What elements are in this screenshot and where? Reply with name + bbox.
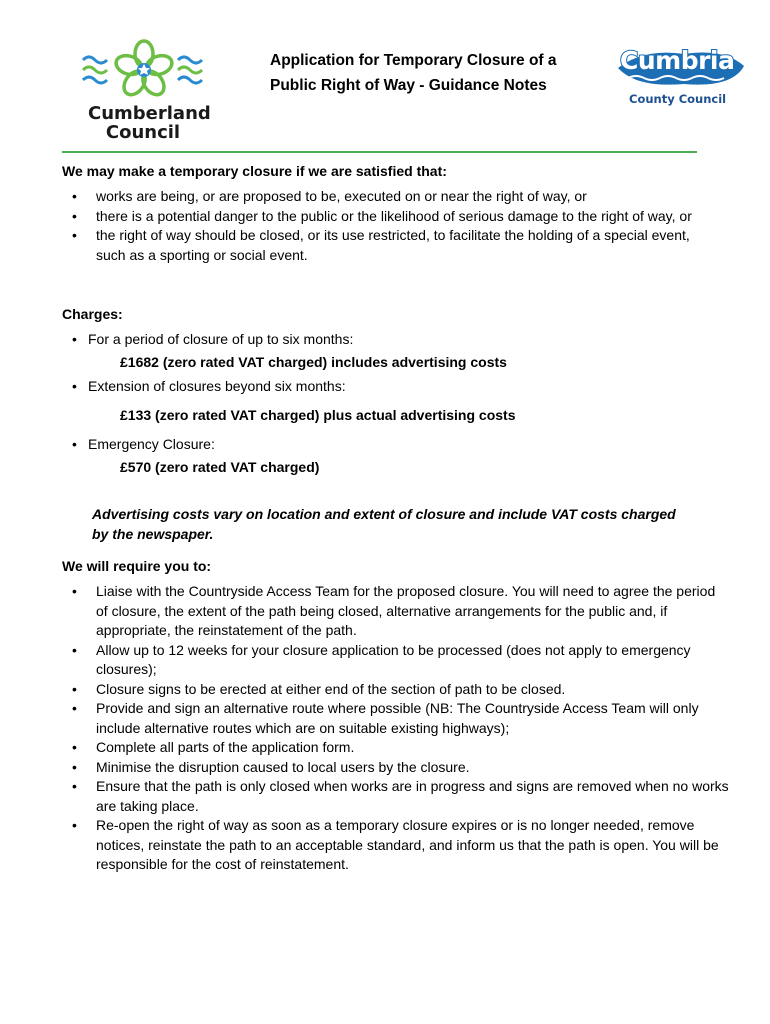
cumbria-county-council-logo	[614, 44, 749, 114]
cumberland-logo-text	[88, 103, 211, 143]
title-line2: Public Right of Way - Guidance Notes	[270, 77, 547, 94]
charge-item: • Extension of closures beyond six months:	[72, 378, 346, 394]
list-item-text: Re-open the right of way as soon as a temporary closure expires or is no longer needed, remove notices, reinstate the path to an acceptable standard, and inform us that the path is open. You will be responsible for the cost of reinstatement.	[96, 817, 719, 872]
requirements-list	[62, 582, 730, 875]
logo-line1: Cumberland	[88, 103, 211, 124]
intro-heading: We may make a temporary closure if we are satisfied that:	[62, 163, 447, 179]
list-item: • the right of way should be closed, or its use restricted, to facilitate the holding of a special event, such as a sporting or social event.	[72, 227, 690, 263]
list-item-text: Liaise with the Countryside Access Team for the proposed closure. You will need to agree the period of closure, the extent of the path being closed, alternative arrangements for the public and, if appropriate, the reinstatement of the path.	[96, 583, 716, 638]
list-item: • Complete all parts of the application form.	[72, 739, 355, 755]
flower-icon	[78, 38, 213, 108]
list-item-text: Provide and sign an alternative route where possible (NB: The Countryside Access Team will only include alternative routes which are on suitable existing highways);	[96, 700, 699, 736]
county-council-text: County Council	[629, 92, 727, 106]
list-item-text: Ensure that the path is only closed when works are in progress and signs are removed when no works are taking place.	[96, 778, 729, 814]
list-item: • Re-open the right of way as soon as a temporary closure expires or is no longer needed, remove notices, reinstate the path to an acceptable standard, and inform us that the path is open. You will be responsible for the cost of reinstatement.	[72, 817, 719, 872]
list-item: • Minimise the disruption caused to local users by the closure.	[72, 758, 470, 775]
requirements-section	[62, 558, 732, 875]
cumberland-council-logo	[78, 38, 213, 148]
charge-item: • For a period of closure of up to six months:	[72, 331, 354, 347]
header-divider	[62, 151, 697, 153]
list-item-text: Minimise the disruption caused to local users by the closure.	[96, 758, 470, 775]
requirements-heading: We will require you to:	[62, 558, 212, 574]
charge-label: For a period of closure of up to six months:	[88, 331, 354, 347]
title-line1: Application for Temporary Closure of a	[270, 52, 557, 69]
list-item-text: Complete all parts of the application form.	[96, 739, 355, 755]
intro-list	[62, 187, 712, 265]
list-item: • Allow up to 12 weeks for your closure application to be processed (does not apply to emergency closures);	[72, 641, 691, 677]
list-item: • works are being, or are proposed to be, executed on or near the right of way, or	[72, 188, 587, 204]
page-title	[270, 48, 610, 98]
list-item: • there is a potential danger to the public or the likelihood of serious damage to the right of way, or	[72, 207, 692, 224]
list-item-text: Closure signs to be erected at either end of the section of path to be closed.	[96, 680, 566, 697]
charge-price: £570 (zero rated VAT charged)	[120, 459, 320, 475]
list-item-text: there is a potential danger to the public or the likelihood of serious damage to the right of way, or	[96, 207, 692, 224]
charges-section	[62, 306, 732, 544]
cumbria-wordmark: Cumbria	[620, 46, 735, 75]
charge-price: £133 (zero rated VAT charged) plus actual advertising costs	[120, 407, 516, 423]
list-item-text: works are being, or are proposed to be, executed on or near the right of way, or	[96, 188, 587, 204]
list-item: • Closure signs to be erected at either end of the section of path to be closed.	[72, 680, 566, 697]
charge-price: £1682 (zero rated VAT charged) includes advertising costs	[120, 354, 507, 370]
list-item: • Liaise with the Countryside Access Team for the proposed closure. You will need to agree the period of closure, the extent of the path being closed, alternative arrangements for the public and, if appropriate, the reinstatement of the path.	[72, 583, 716, 638]
list-item-text: Allow up to 12 weeks for your closure application to be processed (does not apply to emergency closures);	[96, 641, 691, 677]
advertising-note: Advertising costs vary on location and extent of closure and include VAT costs charged by the newspaper.	[92, 506, 676, 542]
charge-item: • Emergency Closure:	[72, 436, 215, 452]
list-item-text: the right of way should be closed, or its use restricted, to facilitate the holding of a special event, such as a sporting or social event.	[96, 227, 690, 263]
charges-heading: Charges:	[62, 306, 123, 322]
charge-label: Extension of closures beyond six months:	[88, 378, 346, 394]
charge-label: Emergency Closure:	[88, 436, 215, 452]
list-item: • Ensure that the path is only closed when works are in progress and signs are removed when no works are taking place.	[72, 778, 729, 814]
logo-line2: Council	[105, 122, 181, 143]
list-item: • Provide and sign an alternative route where possible (NB: The Countryside Access Team will only include alternative routes which are on suitable existing highways);	[72, 700, 699, 736]
intro-section	[62, 163, 732, 265]
